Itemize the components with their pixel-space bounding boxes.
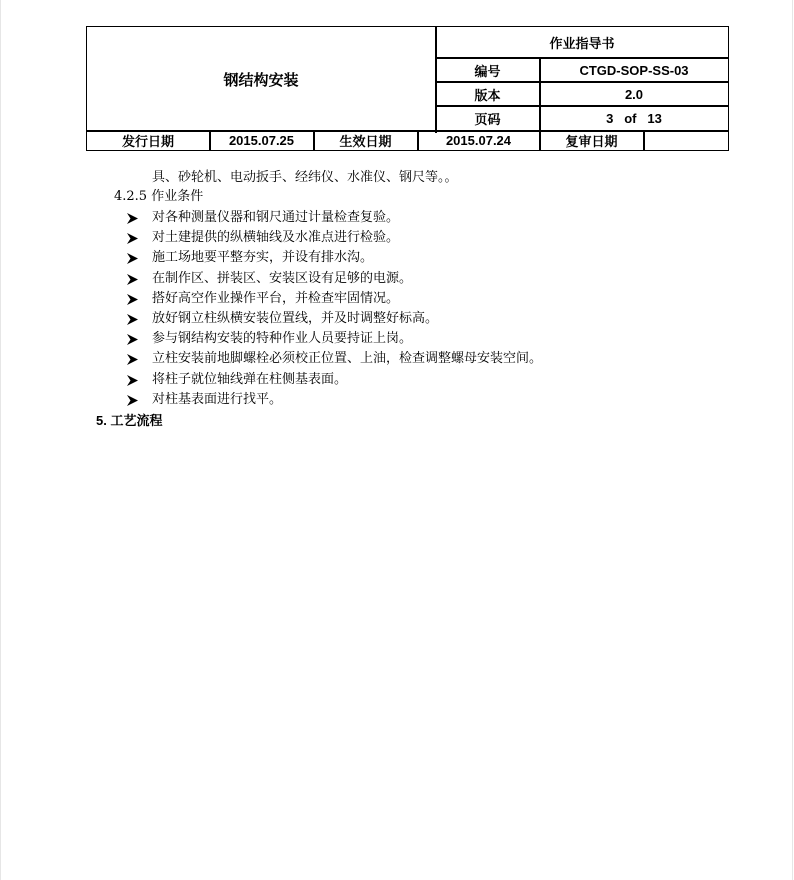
effective-date-label-cell <box>314 131 417 150</box>
issue-date-value: 2015.07.25 <box>228 133 295 148</box>
code-label-cell <box>436 58 539 82</box>
list-item-text: 参与钢结构安装的特种作业人员要持证上岗。 <box>152 331 413 347</box>
list-item-text: 将柱子就位轴线弹在柱侧基表面。 <box>152 371 348 387</box>
code-label: 编号 <box>474 63 501 79</box>
page-number: 3 of 13 <box>606 111 662 126</box>
list-item-text: 立柱安装前地脚螺栓必须校正位置、上油，检查调整螺母安装空间。 <box>152 351 543 367</box>
subsection-heading: 4.2.5 作业条件 <box>114 189 204 204</box>
version-value: 2.0 <box>624 86 644 102</box>
arrow-bullet-icon <box>127 334 138 345</box>
list-item-text: 对柱基表面进行找平。 <box>152 391 283 407</box>
review-date-label: 复审日期 <box>565 134 618 149</box>
review-date-label-cell <box>540 131 643 150</box>
list-item-text: 搭好高空作业操作平台，并检查牢固情况。 <box>152 290 400 306</box>
document-title: 钢结构安装 <box>223 71 299 89</box>
list-item-text: 对各种测量仪器和钢尺通过计量检查复验。 <box>152 210 400 225</box>
issue-date-value-cell <box>210 131 313 150</box>
document-header-table <box>86 26 729 151</box>
page-edge-right <box>792 0 793 880</box>
issue-date-label: 发行日期 <box>121 134 174 149</box>
review-date-value-cell <box>644 131 728 150</box>
page-label-cell <box>436 106 539 131</box>
effective-date-value: 2015.07.24 <box>445 133 512 148</box>
arrow-bullet-icon <box>127 253 138 264</box>
list-item-text: 对土建提供的纵横轴线及水准点进行检验。 <box>152 230 400 246</box>
version-value-cell <box>540 82 728 106</box>
version-label: 版本 <box>474 87 501 103</box>
effective-date-value-cell <box>418 131 539 150</box>
page-edge-left <box>0 0 1 880</box>
arrow-bullet-icon <box>127 354 138 365</box>
continued-text: 具、砂轮机、电动扳手、经纬仪、水准仪、钢尺等。。 <box>152 170 458 185</box>
arrow-bullet-icon <box>127 375 138 386</box>
arrow-bullet-icon <box>127 213 138 224</box>
doc-type-cell <box>436 27 728 58</box>
issue-date-label-cell <box>87 131 209 150</box>
page-value-cell <box>540 106 728 131</box>
arrow-bullet-icon <box>127 395 138 406</box>
page-label: 页码 <box>474 112 501 127</box>
code-value: CTGD-SOP-SS-03 <box>579 62 689 78</box>
list-item-text: 在制作区、拼装区、安装区设有足够的电源。 <box>152 270 413 286</box>
document-title-cell <box>87 27 435 131</box>
effective-date-label: 生效日期 <box>339 134 392 149</box>
arrow-bullet-icon <box>127 294 138 305</box>
list-item-text: 放好钢立柱纵横安装位置线，并及时调整好标高。 <box>152 311 439 326</box>
arrow-bullet-icon <box>127 314 138 325</box>
arrow-bullet-icon <box>127 233 138 244</box>
arrow-bullet-icon <box>127 274 138 285</box>
list-item-text: 施工场地要平整夯实，并设有排水沟。 <box>152 250 374 266</box>
version-label-cell <box>436 82 539 106</box>
code-value-cell <box>540 58 728 82</box>
doc-type: 作业指导书 <box>549 36 615 51</box>
section-heading: 5. 工艺流程 <box>96 413 163 428</box>
